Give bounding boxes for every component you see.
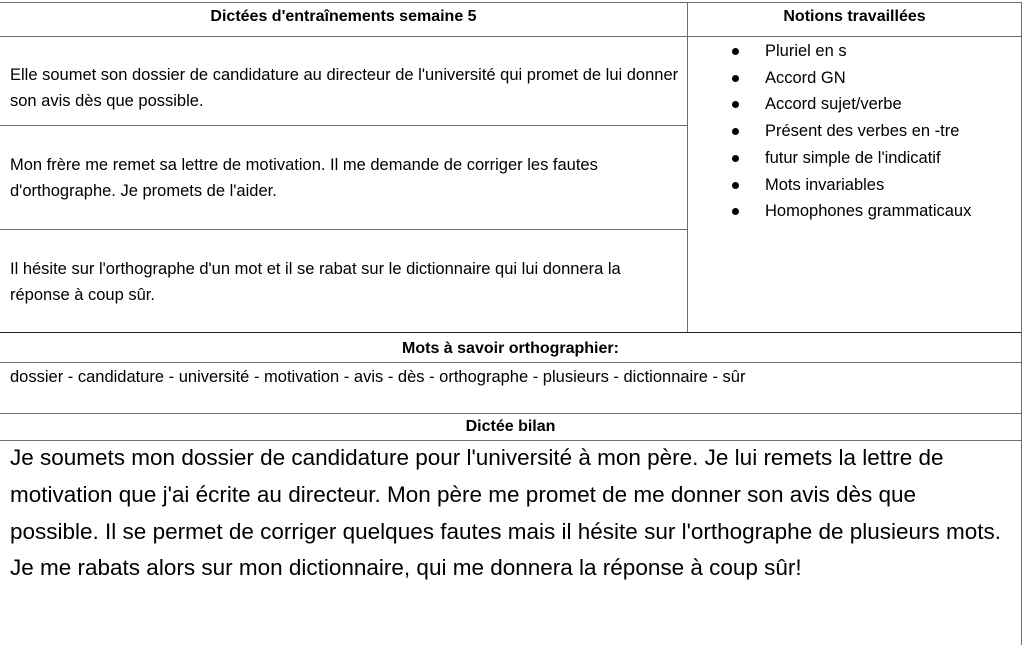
bullet-icon bbox=[732, 75, 739, 82]
bullet-icon bbox=[732, 101, 739, 108]
bullet-icon bbox=[732, 155, 739, 162]
mots-header: Mots à savoir orthographier: bbox=[402, 340, 619, 357]
row-divider bbox=[0, 229, 688, 230]
dictee-2: Mon frère me remet sa lettre de motivation. Il me demande de corriger les fautes d'orthographe. Je promets de l'aider. bbox=[10, 156, 598, 200]
notion-item bbox=[732, 145, 971, 172]
notion-label: futur simple de l'indicatif bbox=[765, 148, 941, 167]
row-divider bbox=[0, 413, 1022, 414]
notion-item bbox=[732, 172, 971, 199]
row-divider bbox=[0, 125, 688, 126]
notion-label: Accord sujet/verbe bbox=[765, 95, 902, 114]
table-border-top bbox=[0, 2, 1022, 3]
notion-label: Présent des verbes en -tre bbox=[765, 122, 960, 141]
bullet-icon bbox=[732, 182, 739, 189]
notion-item bbox=[732, 91, 971, 118]
notion-label: Mots invariables bbox=[765, 175, 885, 194]
notion-label: Pluriel en s bbox=[765, 42, 847, 60]
notions-list bbox=[732, 38, 971, 225]
column-divider bbox=[687, 2, 688, 332]
bullet-icon bbox=[732, 48, 739, 55]
notion-label: Homophones grammaticaux bbox=[765, 202, 972, 221]
table-border-right bbox=[1021, 2, 1022, 645]
notions-header: Notions travaillées bbox=[783, 8, 926, 25]
header-divider bbox=[0, 36, 1022, 37]
notion-item bbox=[732, 118, 971, 145]
notion-item bbox=[732, 198, 971, 225]
section-divider bbox=[0, 332, 1022, 333]
bilan-text: Je soumets mon dossier de candidature pour l'université à mon père. Je lui remets la lettre de motivation que j'ai écrite au directeur. Mon père me promet de me donner son avis dès que possible. Il se permet de corriger quelques fautes mais il hésite sur l'orthographe de plusieurs mots. Je me rabats alors sur mon dictionnaire, qui me donnera la réponse à coup sûr! bbox=[10, 445, 1002, 581]
notion-item bbox=[732, 38, 971, 65]
bullet-icon bbox=[732, 208, 739, 215]
dictees-header: Dictées d'entraînements semaine 5 bbox=[210, 8, 477, 25]
notion-item bbox=[732, 65, 971, 92]
notion-label: Accord GN bbox=[765, 68, 846, 87]
dictee-3: Il hésite sur l'orthographe d'un mot et il se rabat sur le dictionnaire qui lui donnera la réponse à coup sûr. bbox=[10, 260, 621, 304]
dictee-1: Elle soumet son dossier de candidature au directeur de l'université qui promet de lui donner son avis dès que possible. bbox=[10, 66, 679, 110]
bilan-header: Dictée bilan bbox=[465, 418, 556, 435]
mots-list: dossier - candidature - université - motivation - avis - dès - orthographe - plusieurs - dictionnaire - sûr bbox=[10, 368, 746, 386]
bullet-icon bbox=[732, 128, 739, 135]
row-divider bbox=[0, 362, 1022, 363]
